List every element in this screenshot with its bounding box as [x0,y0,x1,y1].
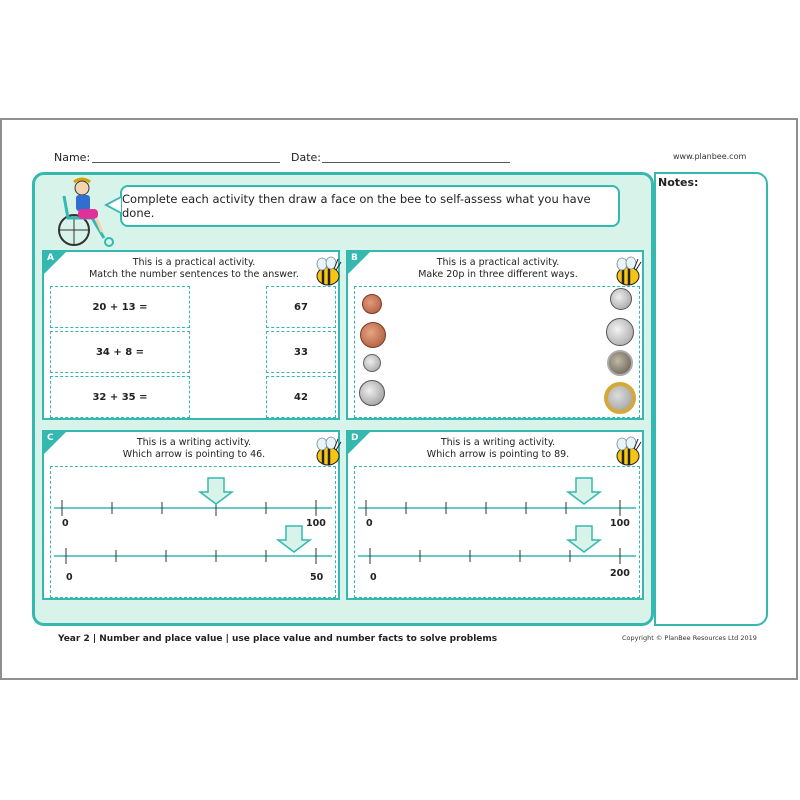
two-pound-coin-icon [604,382,636,414]
bee-icon[interactable] [612,434,642,468]
panel-b-instruction: This is a practical activity. Make 20p in three different ways. [418,257,578,280]
number-sentence-card[interactable]: 20 + 13 = [50,286,190,328]
website-link[interactable]: www.planbee.com [673,152,747,161]
instruction-text: Complete each activity then draw a face on the bee to self-assess what you have done. [122,192,591,220]
fifty-pence-coin-icon [607,350,633,376]
bee-icon[interactable] [612,254,642,288]
date-field[interactable] [322,162,510,163]
panel-d [346,430,644,600]
answer-card[interactable]: 33 [266,331,336,373]
coin-workspace[interactable] [354,286,640,418]
number-line-start-label: 0 [366,518,373,529]
footer-subject: Year 2 | Number and place value | use place value and number facts to solve problems [58,634,498,644]
down-arrow-icon[interactable] [568,478,600,504]
number-sentence-card[interactable]: 32 + 35 = [50,376,190,418]
footer-copyright: Copyright © PlanBee Resources Ltd 2019 [622,634,757,642]
number-line-start-label: 0 [62,518,69,529]
panel-b [346,250,644,420]
panel-b-letter: B [351,253,358,263]
bee-icon[interactable] [312,254,342,288]
answer-card[interactable]: 67 [266,286,336,328]
number-line-end-label: 100 [306,518,326,529]
number-lines [354,466,640,598]
panel-c-instruction: This is a writing activity. Which arrow is pointing to 46. [122,437,266,460]
number-line-end-label: 200 [610,568,630,579]
number-line-start-label: 0 [370,572,377,583]
two-pence-coin-icon [360,322,386,348]
down-arrow-icon[interactable] [200,478,232,504]
answer-card[interactable]: 42 [266,376,336,418]
down-arrow-icon[interactable] [568,526,600,552]
down-arrow-icon[interactable] [278,526,310,552]
bee-icon[interactable] [312,434,342,468]
name-label: Name: [54,151,91,164]
notes-area[interactable] [654,172,768,626]
panel-c [42,430,340,600]
twenty-pence-coin-icon [606,318,634,346]
panel-c-letter: C [47,433,54,443]
number-line-end-label: 50 [310,572,324,583]
panel-a [42,250,340,420]
instruction-bubble [120,185,620,227]
penny-coin-icon [362,294,382,314]
panel-d-instruction: This is a writing activity. Which arrow is pointing to 89. [426,437,570,460]
number-lines [50,466,336,598]
panel-d-letter: D [351,433,359,443]
ten-pence-coin-icon [359,380,385,406]
panel-a-letter: A [47,253,54,263]
name-field[interactable] [92,162,280,163]
five-pence-coin-icon [610,288,632,310]
five-pence-coin-icon [363,354,381,372]
number-line-start-label: 0 [66,572,73,583]
number-sentence-card[interactable]: 34 + 8 = [50,331,190,373]
number-line-end-label: 100 [610,518,630,529]
date-label: Date: [291,151,321,164]
panel-a-instruction: This is a practical activity. Match the number sentences to the answer. [89,257,299,280]
notes-title: Notes: [658,176,699,189]
